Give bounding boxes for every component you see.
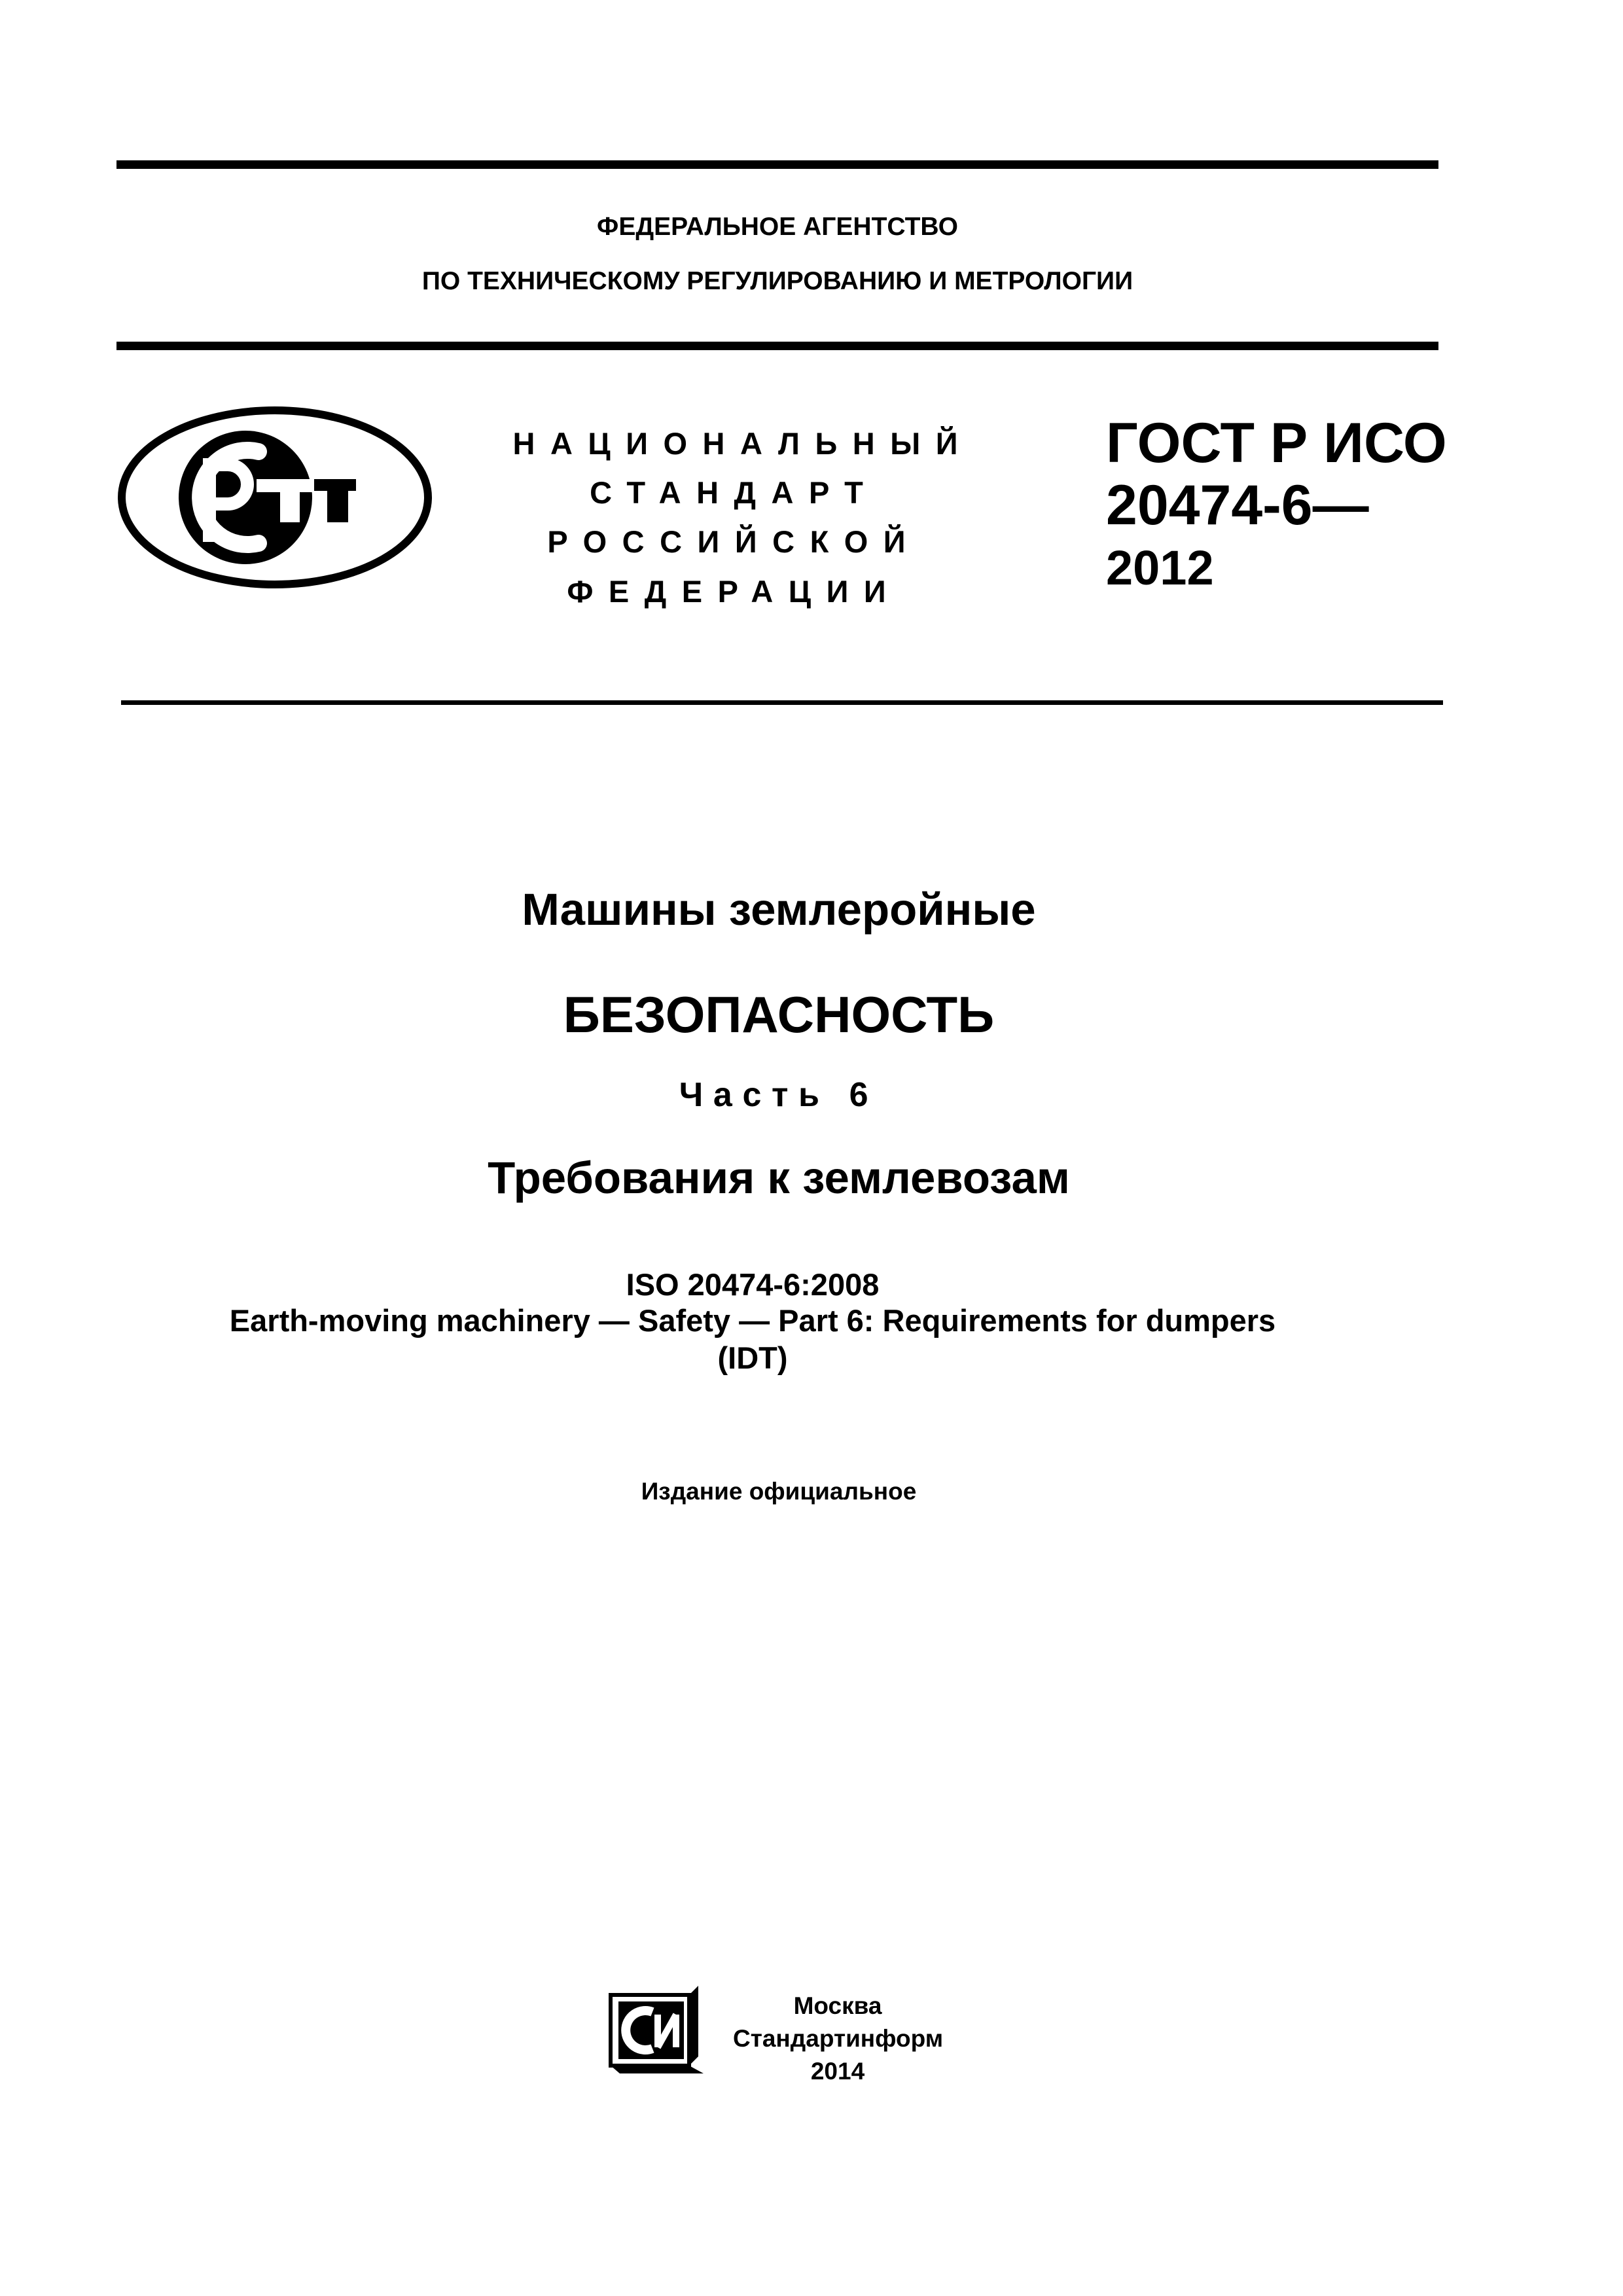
designation-line-1: ГОСТ Р ИСО <box>1106 412 1447 475</box>
rst-logo <box>118 406 432 589</box>
title-line-4: Требования к землевозам <box>488 1153 1070 1203</box>
title-line-2: БЕЗОПАСНОСТЬ <box>563 986 995 1043</box>
publisher-year: 2014 <box>810 2058 865 2085</box>
publisher-city: Москва <box>793 1992 882 2019</box>
iso-english-title: Earth-moving machinery — Safety — Part 6: Requirements for dumpers <box>229 1303 1276 1338</box>
publisher-logo <box>605 1982 704 2073</box>
iso-equivalence-degree: (IDT) <box>717 1340 788 1375</box>
publisher-info <box>733 1990 942 2088</box>
masthead-bottom-rule <box>121 700 1443 705</box>
national-standard-line-3: РОССИЙСКОЙ <box>547 524 921 559</box>
designation-line-2: 20474-6— <box>1106 474 1369 537</box>
agency-line-2: ПО ТЕХНИЧЕСКОМУ РЕГУЛИРОВАНИЮ И МЕТРОЛОГИИ <box>421 267 1133 295</box>
publisher-name: Стандартинформ <box>733 2025 944 2052</box>
national-standard-line-4: ФЕДЕРАЦИИ <box>567 574 902 609</box>
standard-designation <box>1106 412 1447 599</box>
title-line-3: Часть 6 <box>679 1076 879 1114</box>
header-bottom-rule <box>116 342 1438 350</box>
national-standard-line-1: НАЦИОНАЛЬНЫЙ <box>512 426 974 461</box>
edition-label: Издание официальное <box>641 1478 917 1505</box>
iso-code: ISO 20474-6:2008 <box>626 1267 880 1302</box>
agency-line-1: ФЕДЕРАЛЬНОЕ АГЕНТСТВО <box>597 213 958 241</box>
designation-line-3: 2012 <box>1106 541 1214 595</box>
title-line-1: Машины землеройные <box>522 884 1036 935</box>
top-rule <box>116 160 1438 169</box>
standartinform-logo-icon <box>605 1982 704 2073</box>
national-standard-line-2: СТАНДАРТ <box>590 475 879 510</box>
rst-certification-mark-icon <box>118 406 432 589</box>
